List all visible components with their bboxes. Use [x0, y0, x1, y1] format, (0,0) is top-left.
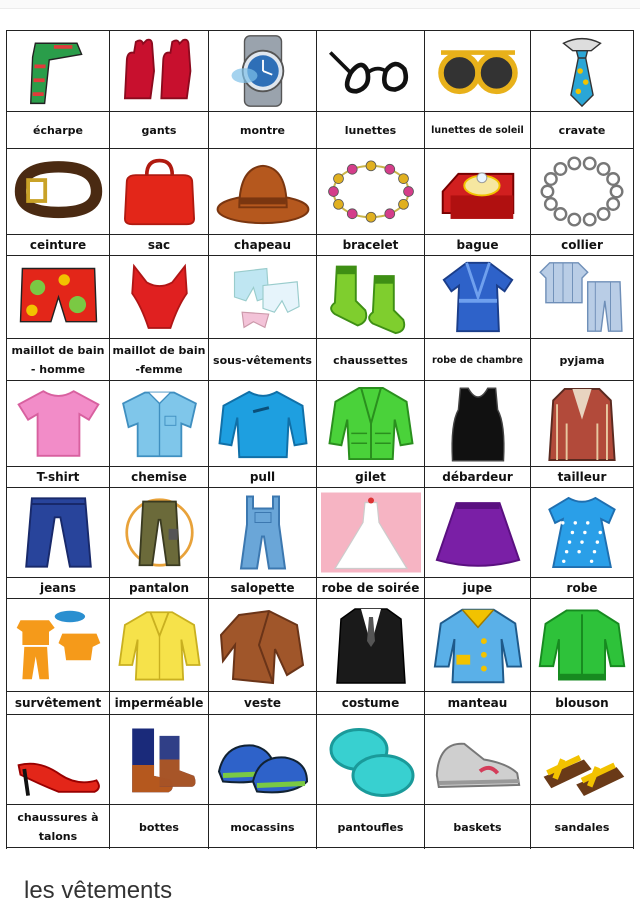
vocab-label: veste — [209, 691, 316, 715]
vocab-card — [316, 488, 424, 599]
vocab-label: pull — [209, 466, 316, 488]
evening-gown-icon — [317, 488, 424, 577]
vocab-card — [424, 488, 530, 599]
vocab-card — [316, 381, 424, 488]
vocab-label: sandales — [531, 804, 633, 849]
vocab-label: survêtement — [7, 691, 109, 715]
vocab-card — [6, 381, 109, 488]
vocab-row — [6, 598, 634, 715]
trousers-icon — [110, 488, 208, 577]
sunglasses-icon — [425, 31, 530, 111]
vocab-label: baskets — [425, 804, 530, 849]
bathrobe-icon — [425, 256, 530, 338]
vocab-label: jupe — [425, 577, 530, 599]
glasses-icon — [317, 31, 424, 111]
vocab-card — [530, 599, 634, 715]
vocab-card — [6, 31, 109, 149]
cardigan-icon — [317, 381, 424, 466]
vocab-label: pantoufles — [317, 804, 424, 849]
vocab-label: bottes — [110, 804, 208, 849]
vocab-label: chapeau — [209, 234, 316, 256]
vocab-label: imperméable — [110, 691, 208, 715]
vocab-card — [109, 715, 208, 849]
vocab-card — [208, 599, 316, 715]
underwear-icon — [209, 256, 316, 338]
vocab-row — [6, 487, 634, 599]
vocab-card — [109, 599, 208, 715]
vocab-card — [6, 149, 109, 256]
vocab-card — [424, 256, 530, 381]
vocab-card — [6, 256, 109, 381]
vocab-card — [109, 256, 208, 381]
ring-icon — [425, 149, 530, 234]
swimsuit-icon — [110, 256, 208, 338]
swim-trunks-icon — [7, 256, 109, 338]
socks-icon — [317, 256, 424, 338]
vocab-label: pyjama — [531, 338, 633, 381]
vocab-label: robe de chambre — [425, 338, 530, 381]
vocab-card — [530, 381, 634, 488]
gloves-icon — [110, 31, 208, 111]
vocab-card — [424, 599, 530, 715]
vocab-row — [6, 148, 634, 256]
vocab-label: chaussettes — [317, 338, 424, 381]
jacket-icon — [209, 599, 316, 691]
vocab-card — [424, 149, 530, 256]
vocab-card — [6, 599, 109, 715]
vocab-label: bracelet — [317, 234, 424, 256]
vocab-label: costume — [317, 691, 424, 715]
vocab-label: sac — [110, 234, 208, 256]
vocab-label: blouson — [531, 691, 633, 715]
vocab-card — [109, 381, 208, 488]
vocab-label: bague — [425, 234, 530, 256]
vocab-card — [208, 715, 316, 849]
vocab-card — [109, 31, 208, 149]
vocab-card — [316, 715, 424, 849]
vocab-label: montre — [209, 111, 316, 149]
vocab-card — [530, 256, 634, 381]
tracksuit-icon — [7, 599, 109, 691]
vocab-row — [6, 255, 634, 381]
vocab-card — [316, 599, 424, 715]
vocab-card — [316, 31, 424, 149]
sandals-icon — [531, 715, 633, 804]
coat-icon — [425, 599, 530, 691]
vocab-card — [6, 488, 109, 599]
vocab-label: débardeur — [425, 466, 530, 488]
vocab-label: pantalon — [110, 577, 208, 599]
vocab-label: manteau — [425, 691, 530, 715]
vocab-card — [530, 488, 634, 599]
vocab-label: gants — [110, 111, 208, 149]
vocab-card — [109, 149, 208, 256]
boots-icon — [110, 715, 208, 804]
vocab-label: robe — [531, 577, 633, 599]
vocab-label: lunettes — [317, 111, 424, 149]
tshirt-icon — [7, 381, 109, 466]
vocab-card — [316, 149, 424, 256]
bracelet-icon — [317, 149, 424, 234]
vocab-card — [424, 715, 530, 849]
vocab-label: écharpe — [7, 111, 109, 149]
vocab-card — [208, 488, 316, 599]
raincoat-icon — [110, 599, 208, 691]
jeans-icon — [7, 488, 109, 577]
high-heels-icon — [7, 715, 109, 804]
skirt-icon — [425, 488, 530, 577]
vocab-row — [6, 380, 634, 488]
vocab-label: gilet — [317, 466, 424, 488]
suit-jacket-icon — [531, 381, 633, 466]
vocab-label: maillot de bain - homme — [7, 338, 109, 381]
windbreaker-icon — [531, 599, 633, 691]
vocab-card — [530, 149, 634, 256]
vocab-row — [6, 30, 634, 149]
tie-icon — [531, 31, 633, 111]
vocab-card — [316, 256, 424, 381]
handbag-icon — [110, 149, 208, 234]
slippers-icon — [317, 715, 424, 804]
vocab-label: tailleur — [531, 466, 633, 488]
belt-icon — [7, 149, 109, 234]
vocab-label: sous-vêtements — [209, 338, 316, 381]
sheet-bottom-border — [6, 847, 634, 848]
vocab-card — [208, 256, 316, 381]
scarf-icon — [7, 31, 109, 111]
vocab-label: collier — [531, 234, 633, 256]
vocab-card — [424, 381, 530, 488]
vocab-label: mocassins — [209, 804, 316, 849]
overalls-icon — [209, 488, 316, 577]
vocab-label: robe de soirée — [317, 577, 424, 599]
vocab-label: salopette — [209, 577, 316, 599]
vocab-label: chaussures à talons — [7, 804, 109, 849]
vocab-card — [208, 381, 316, 488]
shirt-icon — [110, 381, 208, 466]
vocab-label: maillot de bain -femme — [110, 338, 208, 381]
vocab-card — [6, 715, 109, 849]
pajamas-icon — [531, 256, 633, 338]
suit-icon — [317, 599, 424, 691]
vocab-card — [109, 488, 208, 599]
vocab-label: chemise — [110, 466, 208, 488]
vocab-card — [530, 31, 634, 149]
vocabulary-sheet — [6, 30, 634, 848]
vocab-label: ceinture — [7, 234, 109, 256]
hat-icon — [209, 149, 316, 234]
vocab-card — [424, 31, 530, 149]
dress-icon — [531, 488, 633, 577]
top-bar — [0, 0, 640, 9]
watch-icon — [209, 31, 316, 111]
vocab-card — [208, 149, 316, 256]
vocab-label: lunettes de soleil — [425, 111, 530, 149]
vocab-label: jeans — [7, 577, 109, 599]
vocab-card — [208, 31, 316, 149]
trainers-icon — [425, 715, 530, 804]
vocab-label: T-shirt — [7, 466, 109, 488]
vocab-label: cravate — [531, 111, 633, 149]
necklace-icon — [531, 149, 633, 234]
vocab-row — [6, 714, 634, 849]
page-caption: les vêtements — [24, 877, 173, 904]
vocab-card — [530, 715, 634, 849]
sweater-icon — [209, 381, 316, 466]
tank-top-icon — [425, 381, 530, 466]
sneakers-icon — [209, 715, 316, 804]
